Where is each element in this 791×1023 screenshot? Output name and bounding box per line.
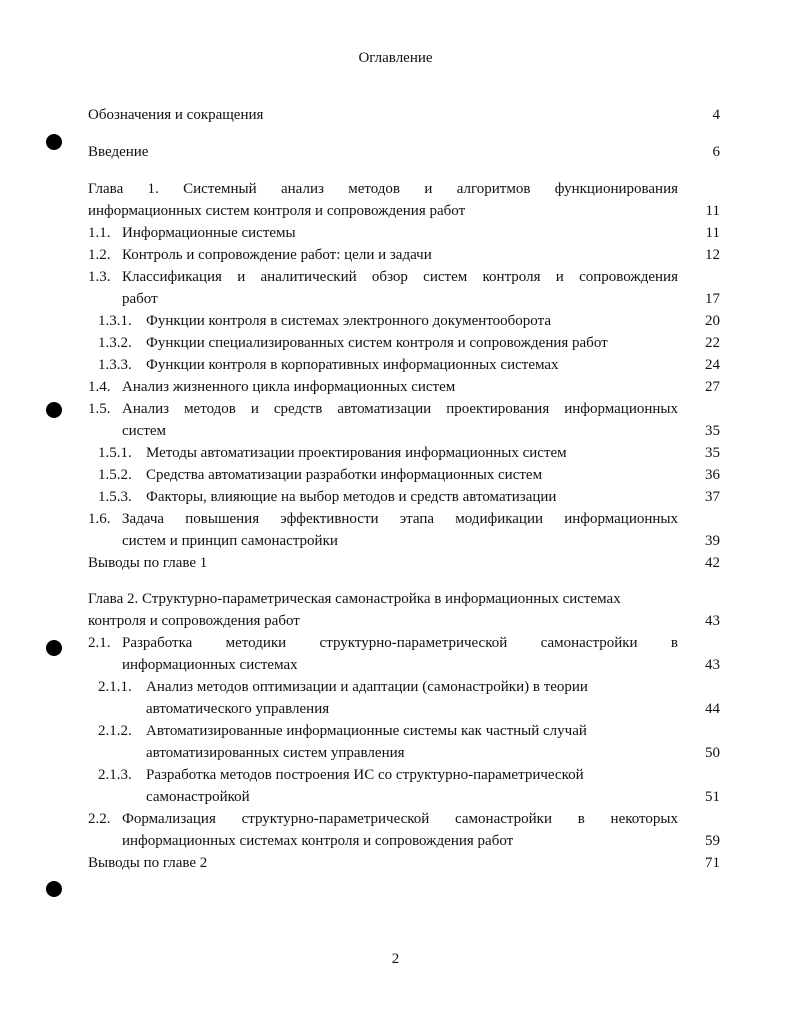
toc-page-number: 59 (705, 833, 720, 849)
toc-entry-text-cont: самонастройкой (146, 789, 250, 805)
toc-chapter-entry[interactable] (88, 588, 720, 632)
toc-subentry[interactable] (88, 720, 720, 764)
toc-section-number: 1.3.1. (98, 313, 132, 329)
toc-subentry[interactable] (88, 354, 720, 376)
page-title: Оглавление (358, 50, 433, 66)
toc-page-number: 6 (712, 144, 720, 160)
toc-page-number: 35 (705, 423, 720, 439)
toc-section-number: 1.3. (88, 269, 111, 285)
toc-entry[interactable] (88, 808, 720, 852)
toc-entry-text: Анализ методов оптимизации и адаптации (самонастройки) в теории (146, 679, 588, 695)
toc-entry-text-cont: систем и принцип самонастройки (122, 533, 338, 549)
toc-subentry[interactable] (88, 676, 720, 720)
toc-chapter-entry[interactable] (88, 178, 720, 222)
toc-page-number: 39 (705, 533, 720, 549)
toc-page-number: 27 (705, 379, 720, 395)
toc-entry-text: Введение (88, 144, 149, 160)
toc-section-number: 1.1. (88, 225, 111, 241)
table-of-contents (88, 104, 720, 874)
toc-entry-text-cont: автоматического управления (146, 701, 330, 717)
toc-section-number: 1.2. (88, 247, 111, 263)
toc-entry[interactable] (88, 222, 720, 244)
toc-entry-text-cont: систем (122, 423, 167, 439)
toc-entry-text-cont: работ (122, 291, 158, 307)
toc-page-number: 35 (705, 445, 720, 461)
toc-entry-text-cont: информационных системах (122, 657, 298, 673)
toc-section-number: 1.5.1. (98, 445, 132, 461)
toc-page-number: 12 (705, 247, 720, 263)
toc-entry[interactable] (88, 266, 720, 310)
toc-page-number: 51 (705, 789, 720, 805)
toc-entry-text-cont: информационных системах контроля и сопровождения работ (122, 833, 514, 849)
toc-page-number: 4 (712, 107, 720, 123)
toc-subentry[interactable] (88, 332, 720, 354)
toc-entry[interactable] (88, 141, 720, 163)
toc-page-number: 11 (705, 225, 720, 241)
toc-page-number: 11 (705, 203, 720, 219)
toc-entry[interactable] (88, 508, 720, 552)
toc-entry-text: Обозначения и сокращения (88, 107, 264, 123)
toc-subentry[interactable] (88, 464, 720, 486)
toc-page-number: 42 (705, 555, 720, 571)
toc-page-number: 20 (705, 313, 720, 329)
toc-entry[interactable] (88, 398, 720, 442)
binding-hole-mark (46, 640, 62, 656)
toc-entry[interactable] (88, 376, 720, 398)
binding-hole-mark (46, 881, 62, 897)
toc-entry-text: Глава 2. Структурно-параметрическая самонастройка в информационных системах (88, 591, 621, 607)
toc-entry[interactable] (88, 632, 720, 676)
toc-entry-text: Контроль и сопровождение работ: цели и задачи (122, 247, 432, 263)
toc-entry-text: Функции контроля в системах электронного документооборота (146, 313, 552, 329)
toc-entry[interactable] (88, 244, 720, 266)
toc-subentry[interactable] (88, 486, 720, 508)
toc-section-number: 1.6. (88, 511, 111, 527)
toc-entry-text: Информационные системы (122, 225, 296, 241)
toc-page-number: 43 (705, 657, 720, 673)
toc-subentry[interactable] (88, 764, 720, 808)
toc-page-number: 22 (705, 335, 720, 351)
toc-section-number: 1.5.2. (98, 467, 132, 483)
toc-entry[interactable] (88, 104, 720, 126)
toc-section-number: 1.3.2. (98, 335, 132, 351)
toc-page-number: 17 (705, 291, 720, 307)
binding-hole-mark (46, 134, 62, 150)
page-number: 2 (391, 951, 400, 967)
toc-entry-text-cont: автоматизированных систем управления (146, 745, 405, 761)
toc-entry-text: Средства автоматизации разработки информационных систем (146, 467, 543, 483)
toc-section-number: 2.1.1. (98, 679, 132, 695)
toc-entry-text: Разработка методики структурно-параметрической самонастройки в (122, 635, 678, 651)
toc-page-number: 43 (705, 613, 720, 629)
toc-entry-text: Разработка методов построения ИС со структурно-параметрической (146, 767, 584, 783)
toc-entry-text: Выводы по главе 1 (88, 555, 208, 571)
toc-entry-text: Выводы по главе 2 (88, 855, 208, 871)
toc-entry-text: Глава 1. Системный анализ методов и алгоритмов функционирования (88, 181, 678, 197)
toc-page-number: 36 (705, 467, 720, 483)
toc-entry-text: Формализация структурно-параметрической самонастройки в некоторых (122, 811, 678, 827)
toc-entry-text-cont: контроля и сопровождения работ (88, 613, 300, 629)
toc-page-number: 71 (705, 855, 720, 871)
toc-subentry[interactable] (88, 442, 720, 464)
toc-entry-text: Методы автоматизации проектирования информационных систем (146, 445, 567, 461)
toc-section-number: 2.1. (88, 635, 111, 651)
toc-section-number: 1.5. (88, 401, 111, 417)
toc-page-number: 24 (705, 357, 720, 373)
toc-subentry[interactable] (88, 310, 720, 332)
toc-entry-text-cont: информационных систем контроля и сопровождения работ (88, 203, 466, 219)
toc-entry-text: Задача повышения эффективности этапа модификации информационных (122, 511, 678, 527)
toc-section-number: 1.5.3. (98, 489, 132, 505)
toc-entry-text: Анализ методов и средств автоматизации проектирования информационных (122, 401, 678, 417)
toc-entry[interactable] (88, 552, 720, 574)
toc-entry-text: Классификация и аналитический обзор систем контроля и сопровождения (122, 269, 678, 285)
toc-page-number: 50 (705, 745, 720, 761)
toc-entry-text: Факторы, влияющие на выбор методов и средств автоматизации (146, 489, 557, 505)
toc-entry[interactable] (88, 852, 720, 874)
toc-section-number: 1.3.3. (98, 357, 132, 373)
toc-section-number: 2.2. (88, 811, 111, 827)
toc-entry-text: Автоматизированные информационные системы как частный случай (146, 723, 587, 739)
toc-entry-text: Функции специализированных систем контроля и сопровождения работ (146, 335, 608, 351)
toc-section-number: 1.4. (88, 379, 111, 395)
toc-page-number: 37 (705, 489, 720, 505)
toc-entry-text: Функции контроля в корпоративных информационных системах (146, 357, 559, 373)
binding-hole-mark (46, 402, 62, 418)
toc-page-number: 44 (705, 701, 720, 717)
toc-section-number: 2.1.3. (98, 767, 132, 783)
toc-section-number: 2.1.2. (98, 723, 132, 739)
toc-entry-text: Анализ жизненного цикла информационных систем (122, 379, 456, 395)
